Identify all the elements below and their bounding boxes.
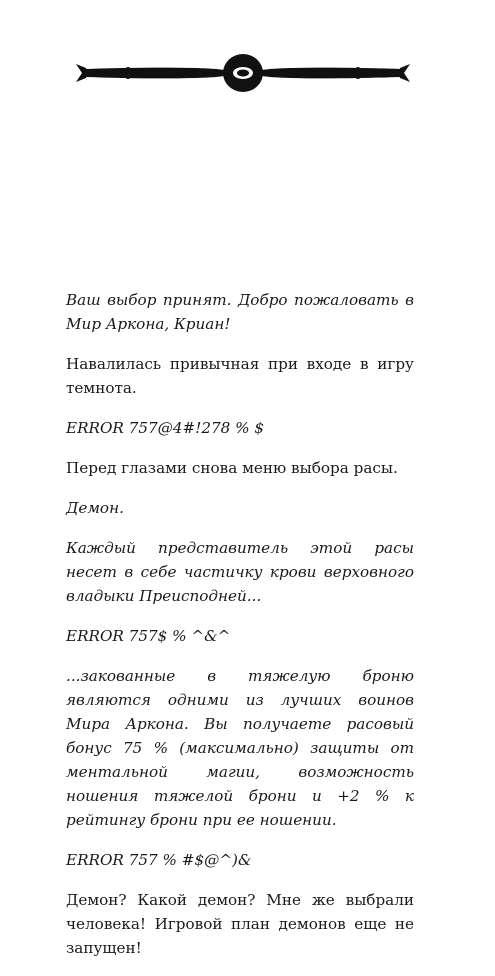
system-message: ...закованные в тяжелую броню являются одними из лучших воинов Мира Аркона. Вы получаете расовый бонус 75 % (максимально) защиты от ментальной магии, возможность ношения тяжелой брони и +2 % к рейтингу брони при ее ношении. [66, 667, 414, 829]
narrative-paragraph: Навалилась привычная при входе в игру темнота. [66, 355, 414, 397]
system-message: Демон. [66, 499, 124, 517]
system-message: Каждый представитель этой расы несет в себе частичку крови верховного владыки Преисподней... [66, 539, 414, 605]
error-message: ERROR 757$ % ^&^ [66, 627, 231, 645]
decorative-divider-icon [76, 52, 410, 94]
error-message: ERROR 757 % #$@^)& [66, 851, 252, 869]
chapter-text [66, 288, 414, 976]
system-message: Ваш выбор принят. Добро пожаловать в Мир Аркона, Криан! [66, 291, 414, 333]
error-message: ERROR 757@4#!278 % $ [66, 419, 265, 437]
narrative-paragraph: Демон? Какой демон? Мне же выбрали человека! Игровой план демонов еще не запущен! [66, 891, 414, 957]
narrative-paragraph: Перед глазами снова меню выбора расы. [66, 459, 398, 477]
